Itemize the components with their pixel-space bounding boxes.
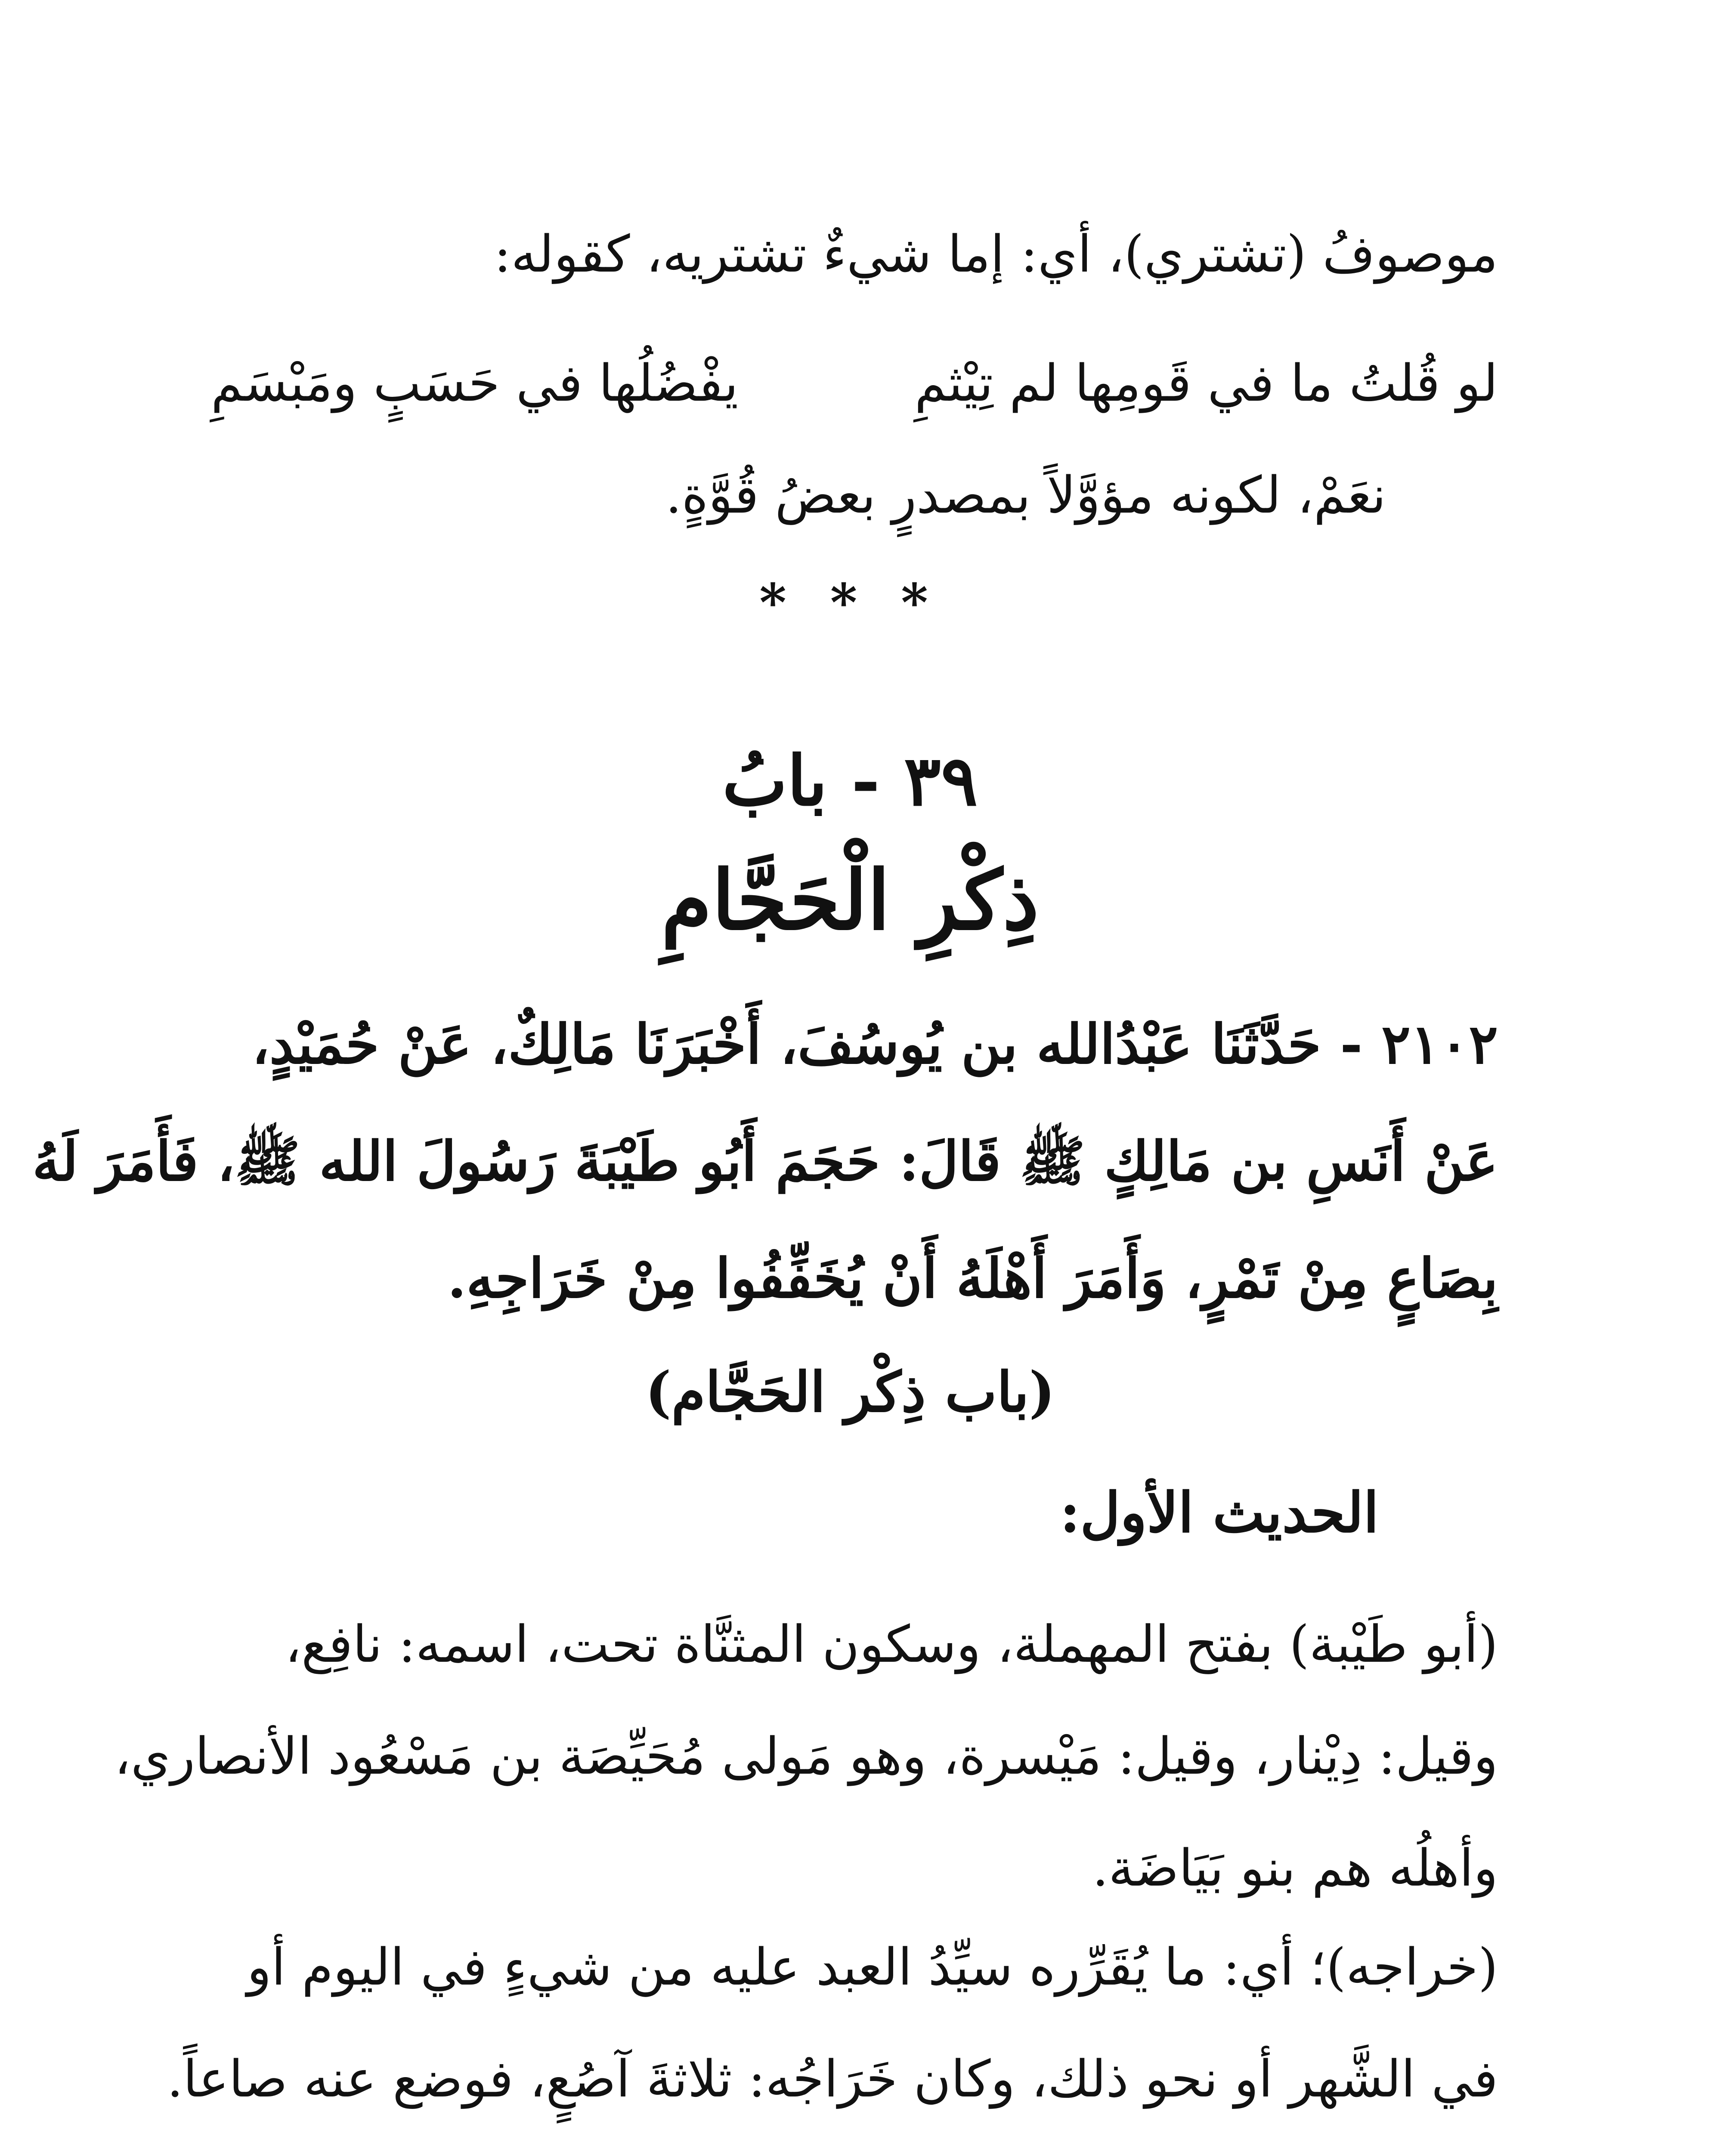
commentary-heading: (باب ذِكْر الحَجَّام)	[645, 1360, 1055, 1425]
intro-paragraph	[202, 198, 1498, 310]
hadith-text	[32, 986, 1498, 1337]
poem-verse	[202, 327, 1498, 439]
commentary-paragraph-1	[114, 1588, 1498, 1924]
text-line: موصوفُ (تشتري)، أي: إما شيءٌ تشتريه، كقوله:	[494, 224, 1498, 284]
poem-first-hemistich: لو قُلتُ ما في قَومِها لم تِيْثمِ	[914, 353, 1498, 413]
text-line: ٢١٠٢ - حَدَّثَنَا عَبْدُالله بن يُوسُفَ، أَخْبَرَنَا مَالِكٌ، عَنْ حُمَيْدٍ،	[252, 1012, 1498, 1076]
text-line: وقيل: دِيْنار، وقيل: مَيْسرة، وهو مَولى مُحَيِّصَة بن مَسْعُود الأنصاري،	[114, 1726, 1498, 1786]
commentary-paragraph-2	[167, 1911, 1498, 2135]
text-line: نعَمْ، لكونه مؤوَّلاً بمصدرٍ بعضُ قُوَّةٍ.	[665, 465, 1386, 525]
text-line: في الشَّهر أو نحو ذلك، وكان خَرَاجُه: ثلاثةَ آصُعٍ، فوضع عنه صاعاً.	[167, 2049, 1498, 2109]
poem-second-hemistich: يفْضُلُها في حَسَبٍ ومَبْسَمِ	[211, 353, 739, 413]
text-line: وأهلُه هم بنو بَيَاضَة.	[1092, 1838, 1498, 1898]
text-line: بِصَاعٍ مِنْ تَمْرٍ، وَأَمَرَ أَهْلَهُ أَنْ يُخَفِّفُوا مِنْ خَرَاجِهِ.	[447, 1246, 1498, 1310]
text-line: (خراجه)؛ أي: ما يُقَرِّره سيِّدُ العبد عليه من شيءٍ في اليوم أو	[247, 1937, 1498, 1997]
text-line: (أبو طَيْبة) بفتح المهملة، وسكون المثنَّاة تحت، اسمه: نافِع،	[285, 1614, 1498, 1674]
commentary-paragraph-3	[202, 2126, 1498, 2152]
after-poem-paragraph	[202, 439, 1498, 551]
hadith-one-heading: الحديث الأول:	[1060, 1481, 1379, 1545]
section-separator: * * *	[759, 572, 941, 633]
chapter-title: ذِكْرِ الْحَجَّامِ	[661, 852, 1039, 948]
text-line: عَنْ أَنَسِ بن مَالِكٍ ﷺ قَالَ: حَجَمَ أَبُو طَيْبَةَ رَسُولَ الله ﷺ، فَأَمَرَ لَهُ	[32, 1129, 1498, 1193]
chapter-number: ٣٩ - بابُ	[722, 740, 978, 821]
text-line	[202, 2126, 1498, 2152]
